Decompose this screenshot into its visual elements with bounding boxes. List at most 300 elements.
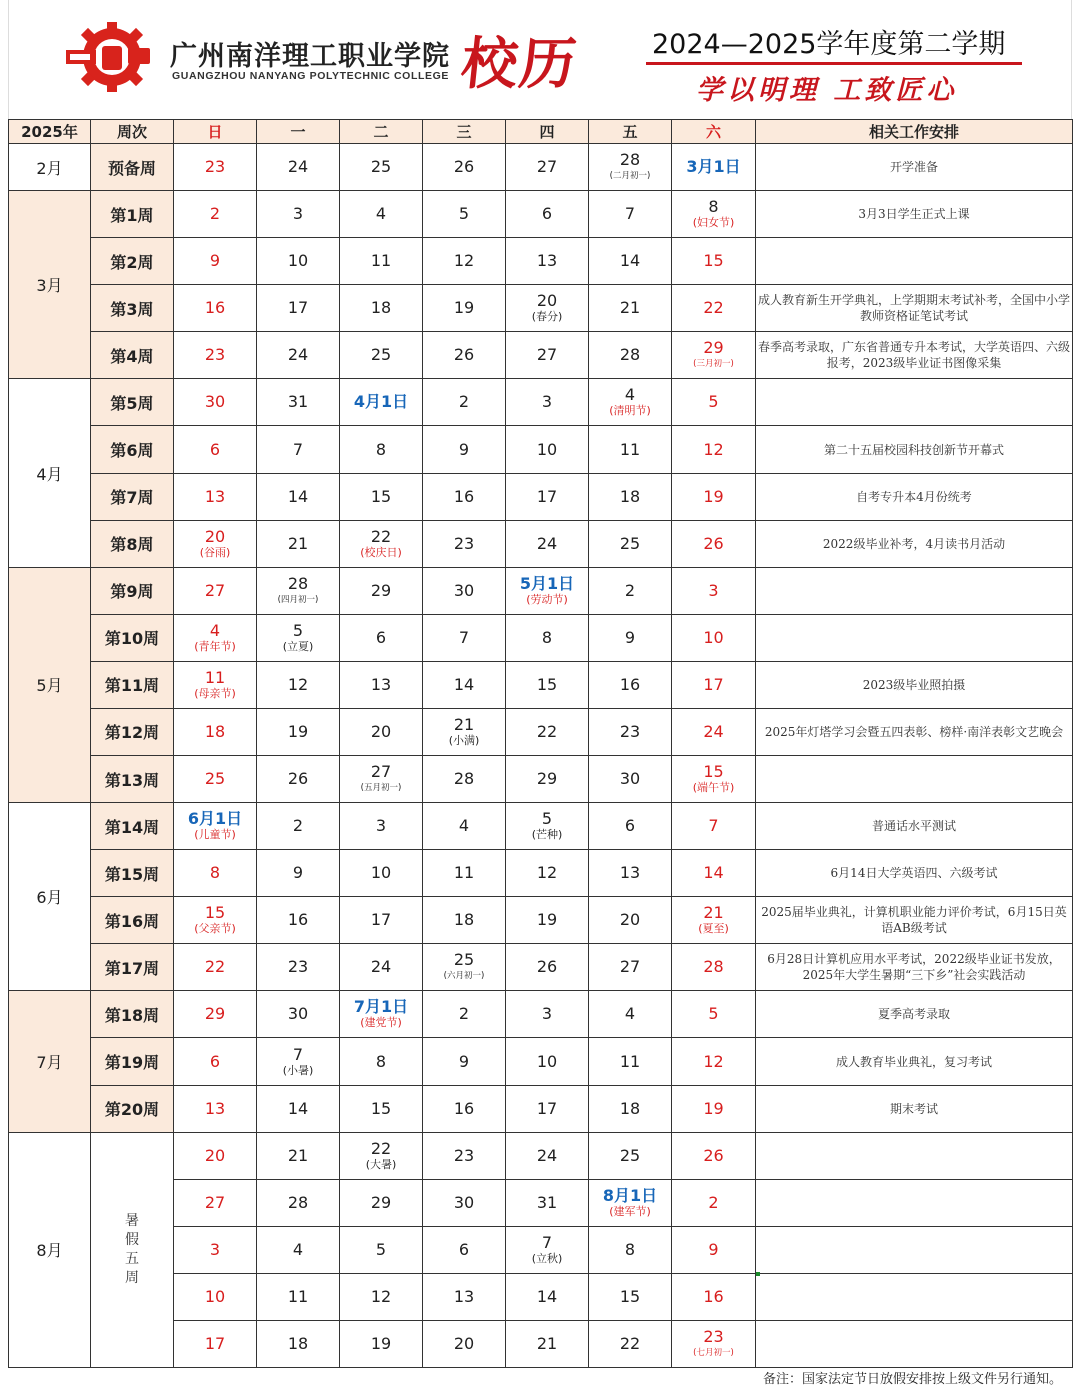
day-number: 5	[458, 204, 470, 224]
day-number: 14	[287, 1098, 309, 1118]
day-cell	[257, 332, 340, 379]
day-number: 7	[292, 1044, 304, 1064]
week-label: 第12周	[91, 708, 174, 755]
day-annotation: (五月初一)	[360, 783, 402, 794]
day-number: 3	[375, 816, 387, 836]
day-number: 16	[453, 486, 475, 506]
day-cell	[340, 285, 423, 332]
week-row	[9, 803, 1073, 850]
day-cell	[174, 144, 257, 191]
day-number: 21	[287, 1145, 309, 1165]
day-number: 12	[703, 1051, 724, 1071]
day-cell	[423, 708, 506, 755]
day-cell	[340, 897, 423, 944]
day-number: 3	[708, 580, 719, 600]
school-name-en: GUANGZHOU NANYANG POLYTECHNIC COLLEGE	[172, 70, 449, 82]
day-cell	[257, 567, 340, 614]
day-number: 6	[375, 627, 387, 647]
day-cell	[174, 1179, 257, 1226]
day-number: 10	[287, 251, 309, 271]
day-cell	[174, 332, 257, 379]
day-cell	[589, 803, 672, 850]
day-number: 13	[619, 863, 641, 883]
week-label: 第7周	[91, 473, 174, 520]
day-number: 14	[536, 1286, 558, 1306]
day-cell	[340, 661, 423, 708]
day-annotation: (三月初一)	[693, 359, 734, 370]
day-number: 22	[619, 1333, 641, 1353]
work-arrangement	[756, 1226, 1073, 1273]
col-week: 周次	[91, 120, 174, 144]
day-cell	[257, 1320, 340, 1367]
day-number: 25	[453, 950, 475, 970]
day-cell	[174, 614, 257, 661]
day-cell	[340, 567, 423, 614]
day-number: 17	[536, 1098, 558, 1118]
day-number: 29	[370, 580, 392, 600]
day-cell	[423, 1038, 506, 1085]
day-number: 26	[453, 157, 475, 177]
day-number: 21	[287, 533, 309, 553]
day-cell	[672, 1179, 756, 1226]
work-arrangement: 夏季高考录取	[756, 991, 1073, 1038]
day-number: 15	[619, 1286, 641, 1306]
week-row	[9, 332, 1073, 379]
day-cell	[672, 1320, 756, 1367]
summer-break-label: 暑假 五周	[125, 1212, 139, 1286]
day-cell	[423, 567, 506, 614]
day-number: 9	[708, 1239, 719, 1259]
day-cell	[672, 944, 756, 991]
day-number: 5	[708, 1004, 719, 1024]
day-number: 4	[624, 385, 636, 405]
work-arrangement: 2025年灯塔学习会暨五四表彰、榜样·南洋表彰文艺晚会	[756, 708, 1073, 755]
day-cell	[423, 1132, 506, 1179]
day-number: 15	[204, 903, 226, 923]
week-row	[9, 520, 1073, 567]
day-number: 21	[536, 1333, 558, 1353]
day-number: 16	[619, 674, 641, 694]
day-cell	[340, 850, 423, 897]
day-number: 6	[624, 816, 636, 836]
day-number: 3月1日	[686, 157, 741, 177]
week-label: 第4周	[91, 332, 174, 379]
week-row	[9, 379, 1073, 426]
day-number: 30	[204, 392, 226, 412]
day-number: 11	[619, 1051, 641, 1071]
day-annotation: (儿童节)	[194, 828, 236, 842]
day-cell	[174, 708, 257, 755]
week-label: 预备周	[91, 144, 174, 191]
work-arrangement: 6月28日计算机应用水平考试，2022级毕业证书发放，2025年大学生暑期“三下乡”社会实践活动	[756, 944, 1073, 991]
week-label: 第5周	[91, 379, 174, 426]
day-cell	[589, 473, 672, 520]
day-annotation: (六月初一)	[443, 971, 485, 982]
day-cell	[174, 803, 257, 850]
day-cell	[257, 285, 340, 332]
day-cell	[257, 238, 340, 285]
day-cell	[340, 803, 423, 850]
day-number: 7	[541, 1232, 553, 1252]
day-number: 26	[536, 957, 558, 977]
day-cell	[257, 944, 340, 991]
week-label: 第8周	[91, 520, 174, 567]
day-number: 2	[209, 204, 221, 224]
day-cell	[174, 1132, 257, 1179]
day-number: 20	[370, 721, 392, 741]
day-cell	[589, 332, 672, 379]
day-cell	[174, 661, 257, 708]
day-cell	[340, 332, 423, 379]
day-cell	[506, 756, 589, 803]
day-number: 26	[703, 533, 724, 553]
day-number: 15	[370, 1098, 392, 1118]
day-number: 15	[370, 486, 392, 506]
week-row	[9, 144, 1073, 191]
day-cell	[423, 332, 506, 379]
week-label: 第2周	[91, 238, 174, 285]
day-cell	[506, 285, 589, 332]
day-number: 10	[204, 1286, 226, 1306]
day-cell	[506, 144, 589, 191]
day-cell	[672, 756, 756, 803]
day-cell	[589, 614, 672, 661]
day-cell	[672, 191, 756, 238]
day-number: 14	[287, 486, 309, 506]
day-number: 23	[204, 157, 226, 177]
day-number: 31	[536, 1192, 558, 1212]
day-cell	[672, 661, 756, 708]
day-number: 21	[619, 298, 641, 318]
week-label: 第14周	[91, 803, 174, 850]
day-cell	[672, 144, 756, 191]
day-number: 3	[209, 1239, 221, 1259]
week-label: 第16周	[91, 897, 174, 944]
day-number: 3	[541, 1004, 553, 1024]
work-arrangement: 2023级毕业照拍摄	[756, 661, 1073, 708]
day-cell	[506, 1085, 589, 1132]
day-number: 9	[458, 439, 470, 459]
day-annotation: (端午节)	[692, 781, 735, 795]
day-annotation: (劳动节)	[526, 592, 568, 606]
day-cell	[672, 803, 756, 850]
week-row	[9, 238, 1073, 285]
day-number: 24	[370, 957, 392, 977]
day-cell	[672, 1038, 756, 1085]
day-cell	[257, 1179, 340, 1226]
day-cell	[423, 991, 506, 1038]
day-number: 2	[292, 816, 304, 836]
work-arrangement	[756, 238, 1073, 285]
day-cell	[672, 850, 756, 897]
day-cell	[423, 661, 506, 708]
day-cell	[423, 144, 506, 191]
day-number: 10	[536, 439, 558, 459]
day-cell	[174, 191, 257, 238]
day-number: 28	[287, 573, 309, 593]
day-cell	[340, 520, 423, 567]
day-cell	[257, 850, 340, 897]
day-cell	[257, 1132, 340, 1179]
day-cell	[340, 991, 423, 1038]
day-number: 8	[375, 439, 387, 459]
week-label: 第15周	[91, 850, 174, 897]
day-number: 19	[287, 721, 309, 741]
work-arrangement: 2022级毕业补考，4月读书月活动	[756, 520, 1073, 567]
day-cell	[589, 1273, 672, 1320]
day-cell	[340, 379, 423, 426]
day-cell	[174, 520, 257, 567]
day-number: 17	[703, 674, 724, 694]
day-cell	[672, 708, 756, 755]
day-number: 6	[209, 439, 221, 459]
day-number: 28	[619, 345, 641, 365]
day-number: 23	[703, 1326, 724, 1346]
day-number: 4月1日	[353, 392, 409, 412]
week-row	[9, 614, 1073, 661]
week-row	[9, 897, 1073, 944]
day-cell	[174, 567, 257, 614]
week-label: 第17周	[91, 944, 174, 991]
day-cell	[174, 1038, 257, 1085]
day-cell	[589, 1320, 672, 1367]
day-number: 19	[453, 298, 475, 318]
day-number: 19	[536, 910, 558, 930]
day-cell	[340, 1085, 423, 1132]
day-number: 17	[536, 486, 558, 506]
week-row	[9, 567, 1073, 614]
day-cell	[506, 708, 589, 755]
semester-title: 2024—2025学年度第二学期	[652, 29, 1006, 60]
week-label: 第11周	[91, 661, 174, 708]
day-number: 18	[287, 1333, 309, 1353]
day-number: 28	[453, 769, 475, 789]
work-arrangement	[756, 1179, 1073, 1226]
col-monday: 一	[257, 120, 340, 144]
work-arrangement: 期末考试	[756, 1085, 1073, 1132]
day-cell	[340, 614, 423, 661]
work-arrangement	[756, 1273, 1073, 1320]
day-cell	[340, 1179, 423, 1226]
day-cell	[340, 1273, 423, 1320]
day-number: 8	[209, 863, 221, 883]
day-cell	[506, 661, 589, 708]
day-number: 21	[453, 714, 475, 734]
calendar-header	[0, 0, 1080, 120]
day-number: 5	[292, 620, 304, 640]
day-cell	[672, 426, 756, 473]
col-friday: 五	[589, 120, 672, 144]
day-number: 30	[619, 769, 641, 789]
week-row	[9, 191, 1073, 238]
day-number: 18	[619, 1098, 641, 1118]
month-label: 2月	[9, 144, 91, 191]
day-annotation: (校庆日)	[360, 545, 402, 559]
day-cell	[174, 379, 257, 426]
day-cell	[672, 520, 756, 567]
month-label: 7月	[9, 991, 91, 1132]
day-number: 7月1日	[353, 997, 409, 1017]
day-cell	[257, 756, 340, 803]
cell-marker	[756, 1272, 760, 1276]
day-number: 12	[287, 674, 309, 694]
week-row	[9, 991, 1073, 1038]
day-annotation: (立秋)	[531, 1251, 563, 1265]
day-number: 7	[292, 439, 304, 459]
month-label: 3月	[9, 191, 91, 379]
semester-underline	[646, 62, 1022, 65]
day-number: 24	[703, 721, 724, 741]
day-number: 9	[458, 1051, 470, 1071]
day-annotation: (立夏)	[282, 639, 314, 653]
day-cell	[672, 897, 756, 944]
day-number: 28	[287, 1192, 309, 1212]
day-number: 24	[536, 533, 558, 553]
calendar-body	[9, 144, 1073, 1368]
day-number: 25	[619, 1145, 641, 1165]
day-annotation: (芒种)	[531, 828, 563, 842]
day-cell	[257, 1226, 340, 1273]
day-number: 7	[624, 204, 636, 224]
day-cell	[174, 1320, 257, 1367]
day-number: 12	[703, 439, 724, 459]
day-annotation: (七月初一)	[693, 1347, 734, 1358]
day-cell	[174, 285, 257, 332]
day-number: 15	[703, 251, 724, 271]
work-arrangement	[756, 614, 1073, 661]
day-number: 27	[619, 957, 641, 977]
day-number: 14	[703, 863, 724, 883]
day-cell	[506, 1179, 589, 1226]
day-cell	[423, 1320, 506, 1367]
day-annotation: (春分)	[531, 310, 563, 324]
day-cell	[506, 614, 589, 661]
day-cell	[257, 191, 340, 238]
calendar-table	[8, 119, 1073, 1368]
day-cell	[589, 897, 672, 944]
day-number: 11	[204, 667, 226, 687]
day-number: 14	[453, 674, 475, 694]
day-number: 10	[703, 627, 724, 647]
day-cell	[340, 473, 423, 520]
day-cell	[423, 426, 506, 473]
day-number: 23	[287, 957, 309, 977]
day-number: 13	[453, 1286, 475, 1306]
day-number: 8	[708, 197, 719, 217]
day-annotation: (谷雨)	[199, 545, 231, 559]
day-number: 15	[536, 674, 558, 694]
week-label: 第9周	[91, 567, 174, 614]
day-cell	[506, 1273, 589, 1320]
day-number: 27	[536, 345, 558, 365]
week-label: 第3周	[91, 285, 174, 332]
day-number: 23	[453, 1145, 475, 1165]
day-cell	[257, 1038, 340, 1085]
day-cell	[589, 1132, 672, 1179]
day-cell	[423, 803, 506, 850]
day-number: 6	[458, 1239, 470, 1259]
work-arrangement: 成人教育新生开学典礼，上学期期末考试补考，全国中小学教师资格证笔试考试	[756, 285, 1073, 332]
work-arrangement	[756, 1320, 1073, 1367]
day-number: 11	[453, 863, 475, 883]
day-number: 14	[619, 251, 641, 271]
day-number: 22	[204, 957, 226, 977]
day-cell	[174, 850, 257, 897]
day-cell	[257, 1085, 340, 1132]
day-annotation: (父亲节)	[194, 922, 236, 936]
month-label: 6月	[9, 803, 91, 991]
week-label: 第18周	[91, 991, 174, 1038]
day-cell	[589, 708, 672, 755]
day-annotation: (青年节)	[194, 639, 236, 653]
day-cell	[589, 567, 672, 614]
day-number: 28	[619, 150, 641, 170]
day-cell	[257, 1273, 340, 1320]
day-number: 17	[287, 298, 309, 318]
week-row	[9, 756, 1073, 803]
week-row	[9, 1038, 1073, 1085]
work-arrangement	[756, 756, 1073, 803]
day-number: 2	[458, 1004, 470, 1024]
day-cell	[589, 379, 672, 426]
day-annotation: (四月初一)	[277, 594, 319, 605]
header-row	[9, 120, 1073, 144]
week-label: 第19周	[91, 1038, 174, 1085]
day-cell	[589, 756, 672, 803]
day-cell	[423, 1085, 506, 1132]
day-number: 4	[458, 816, 470, 836]
day-cell	[506, 191, 589, 238]
day-cell	[589, 944, 672, 991]
day-number: 21	[703, 903, 724, 923]
day-cell	[174, 944, 257, 991]
day-number: 20	[536, 291, 558, 311]
footnote: 备注：国家法定节日放假安排按上级文件另行通知。	[762, 1372, 1062, 1387]
day-number: 22	[370, 526, 392, 546]
work-arrangement: 3月3日学生正式上课	[756, 191, 1073, 238]
day-number: 20	[453, 1333, 475, 1353]
day-cell	[257, 661, 340, 708]
day-cell	[589, 520, 672, 567]
day-number: 5月1日	[519, 573, 575, 593]
college-logo-icon	[66, 22, 158, 92]
day-cell	[423, 238, 506, 285]
day-annotation: (建军节)	[609, 1204, 651, 1218]
week-row	[9, 944, 1073, 991]
day-cell	[672, 473, 756, 520]
day-cell	[257, 520, 340, 567]
day-number: 22	[536, 721, 558, 741]
day-cell	[423, 379, 506, 426]
day-cell	[423, 1226, 506, 1273]
day-number: 29	[370, 1192, 392, 1212]
day-number: 29	[703, 338, 724, 358]
day-number: 27	[370, 762, 392, 782]
day-cell	[589, 1179, 672, 1226]
day-number: 26	[287, 769, 309, 789]
day-cell	[257, 897, 340, 944]
week-label: 第13周	[91, 756, 174, 803]
day-annotation: (清明节)	[609, 404, 651, 418]
day-cell	[423, 473, 506, 520]
week-row	[9, 850, 1073, 897]
week-row	[9, 1085, 1073, 1132]
day-cell	[589, 238, 672, 285]
day-number: 25	[370, 157, 392, 177]
day-cell	[672, 379, 756, 426]
day-number: 5	[541, 809, 553, 829]
day-number: 11	[370, 251, 392, 271]
